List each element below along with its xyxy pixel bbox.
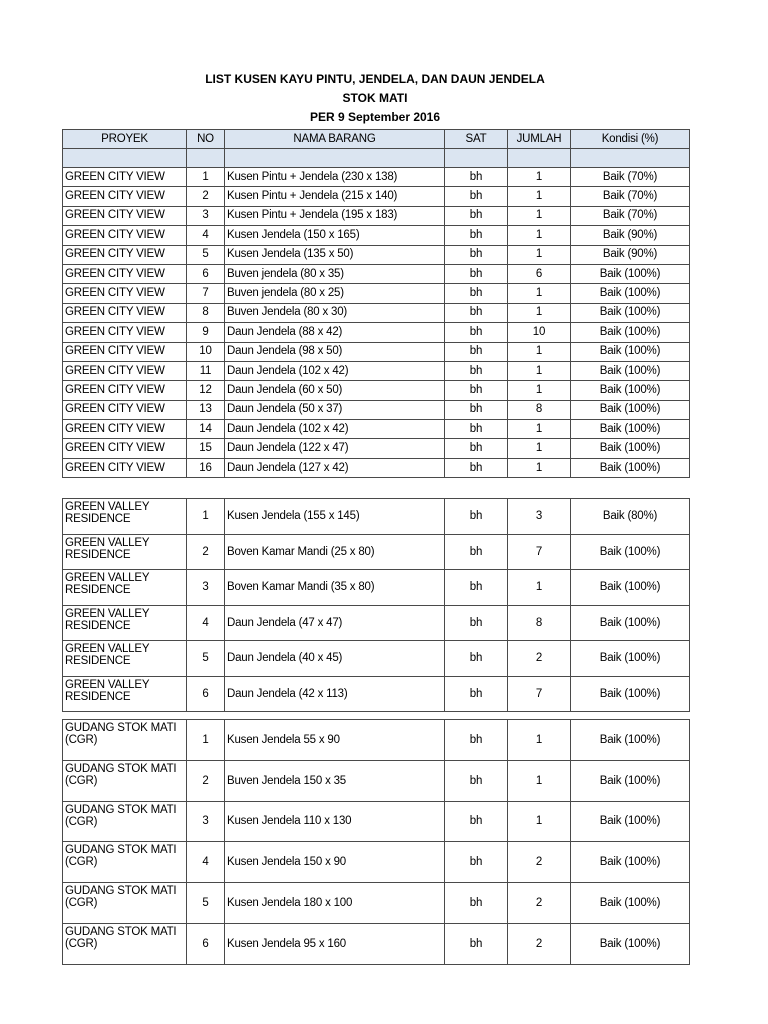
cell-no: 2 [187, 187, 225, 206]
cell-proyek: GUDANG STOK MATI (CGR) [63, 842, 187, 883]
table-row [63, 381, 690, 400]
table-row [63, 206, 690, 225]
table-row [63, 342, 690, 361]
cell-jumlah: 1 [508, 187, 571, 206]
cell-sat: bh [445, 842, 508, 883]
cell-proyek: GREEN CITY VIEW [63, 381, 187, 400]
header-nama-barang: NAMA BARANG [225, 130, 445, 149]
cell-sat: bh [445, 361, 508, 380]
cell-sat: bh [445, 720, 508, 761]
table-row [63, 420, 690, 439]
cell-kondisi: Baik (90%) [571, 245, 690, 264]
cell-nama-barang: Buven jendela (80 x 25) [225, 284, 445, 303]
cell-sat: bh [445, 303, 508, 322]
table-row [63, 883, 690, 924]
cell-jumlah: 7 [508, 534, 571, 570]
cell-no: 12 [187, 381, 225, 400]
cell-kondisi: Baik (100%) [571, 342, 690, 361]
table-row [63, 641, 690, 677]
cell-proyek: GREEN CITY VIEW [63, 226, 187, 245]
cell-sat: bh [445, 342, 508, 361]
cell-no: 4 [187, 605, 225, 641]
cell-sat: bh [445, 284, 508, 303]
cell-proyek: GREEN CITY VIEW [63, 245, 187, 264]
table-row [63, 499, 690, 535]
table-row [63, 720, 690, 761]
cell-sat: bh [445, 923, 508, 964]
cell-jumlah: 1 [508, 303, 571, 322]
cell-jumlah: 1 [508, 420, 571, 439]
cell-jumlah: 2 [508, 842, 571, 883]
cell-sat: bh [445, 400, 508, 419]
cell-nama-barang: Kusen Jendela 55 x 90 [225, 720, 445, 761]
cell-sat: bh [445, 760, 508, 801]
table-row [63, 570, 690, 606]
cell-no: 7 [187, 284, 225, 303]
cell-nama-barang: Kusen Pintu + Jendela (195 x 183) [225, 206, 445, 225]
table-row [63, 284, 690, 303]
cell-jumlah: 8 [508, 400, 571, 419]
cell-kondisi: Baik (70%) [571, 206, 690, 225]
cell-nama-barang: Kusen Pintu + Jendela (215 x 140) [225, 187, 445, 206]
cell-proyek: GREEN CITY VIEW [63, 342, 187, 361]
cell-kondisi: Baik (100%) [571, 284, 690, 303]
cell-jumlah: 8 [508, 605, 571, 641]
cell-jumlah: 1 [508, 361, 571, 380]
cell-nama-barang: Daun Jendela (122 x 47) [225, 439, 445, 458]
cell-no: 3 [187, 801, 225, 842]
cell-proyek: GREEN CITY VIEW [63, 458, 187, 477]
cell-jumlah: 1 [508, 381, 571, 400]
cell-jumlah: 1 [508, 206, 571, 225]
cell-no: 15 [187, 439, 225, 458]
cell-nama-barang: Daun Jendela (98 x 50) [225, 342, 445, 361]
cell-proyek: GUDANG STOK MATI (CGR) [63, 720, 187, 761]
cell-nama-barang: Kusen Jendela 110 x 130 [225, 801, 445, 842]
table-row [63, 187, 690, 206]
cell-sat: bh [445, 439, 508, 458]
cell-nama-barang: Daun Jendela (60 x 50) [225, 381, 445, 400]
cell-jumlah: 1 [508, 720, 571, 761]
cell-jumlah: 2 [508, 883, 571, 924]
cell-proyek: GREEN CITY VIEW [63, 168, 187, 187]
title-line-2: STOK MATI [342, 91, 408, 105]
table-row [63, 245, 690, 264]
cell-kondisi: Baik (100%) [571, 439, 690, 458]
cell-sat: bh [445, 381, 508, 400]
cell-kondisi: Baik (80%) [571, 499, 690, 535]
cell-kondisi: Baik (100%) [571, 534, 690, 570]
cell-jumlah: 10 [508, 323, 571, 342]
cell-sat: bh [445, 605, 508, 641]
cell-no: 1 [187, 720, 225, 761]
header-kondisi: Kondisi (%) [571, 130, 690, 149]
header-jumlah: JUMLAH [508, 130, 571, 149]
cell-proyek: GREEN VALLEY RESIDENCE [63, 676, 187, 712]
cell-proyek: GREEN CITY VIEW [63, 420, 187, 439]
table-row [63, 439, 690, 458]
cell-no: 2 [187, 534, 225, 570]
cell-proyek: GUDANG STOK MATI (CGR) [63, 923, 187, 964]
cell-kondisi: Baik (100%) [571, 400, 690, 419]
cell-sat: bh [445, 534, 508, 570]
cell-jumlah: 1 [508, 439, 571, 458]
title-line-3: PER 9 September 2016 [309, 110, 441, 124]
cell-sat: bh [445, 458, 508, 477]
cell-nama-barang: Daun Jendela (102 x 42) [225, 420, 445, 439]
cell-jumlah: 2 [508, 641, 571, 677]
cell-kondisi: Baik (100%) [571, 570, 690, 606]
cell-no: 6 [187, 676, 225, 712]
cell-kondisi: Baik (100%) [571, 760, 690, 801]
table-row [63, 226, 690, 245]
table-row [63, 264, 690, 283]
cell-kondisi: Baik (100%) [571, 458, 690, 477]
cell-kondisi: Baik (100%) [571, 801, 690, 842]
cell-proyek: GUDANG STOK MATI (CGR) [63, 883, 187, 924]
cell-nama-barang: Daun Jendela (88 x 42) [225, 323, 445, 342]
cell-no: 9 [187, 323, 225, 342]
cell-kondisi: Baik (100%) [571, 641, 690, 677]
cell-sat: bh [445, 226, 508, 245]
cell-nama-barang: Boven Kamar Mandi (25 x 80) [225, 534, 445, 570]
cell-proyek: GREEN CITY VIEW [63, 439, 187, 458]
cell-kondisi: Baik (70%) [571, 168, 690, 187]
cell-kondisi: Baik (90%) [571, 226, 690, 245]
inventory-table-gudang-stok-mati [62, 719, 690, 965]
cell-proyek: GREEN CITY VIEW [63, 361, 187, 380]
cell-sat: bh [445, 323, 508, 342]
cell-jumlah: 1 [508, 284, 571, 303]
cell-kondisi: Baik (100%) [571, 381, 690, 400]
cell-nama-barang: Daun Jendela (40 x 45) [225, 641, 445, 677]
cell-proyek: GREEN CITY VIEW [63, 284, 187, 303]
table-row [63, 534, 690, 570]
cell-jumlah: 1 [508, 168, 571, 187]
cell-nama-barang: Buven jendela (80 x 35) [225, 264, 445, 283]
cell-sat: bh [445, 641, 508, 677]
cell-nama-barang: Daun Jendela (50 x 37) [225, 400, 445, 419]
table-row [63, 458, 690, 477]
cell-kondisi: Baik (100%) [571, 720, 690, 761]
cell-nama-barang: Daun Jendela (127 x 42) [225, 458, 445, 477]
cell-proyek: GREEN CITY VIEW [63, 206, 187, 225]
header-sat: SAT [445, 130, 508, 149]
cell-kondisi: Baik (100%) [571, 323, 690, 342]
cell-sat: bh [445, 570, 508, 606]
cell-proyek: GREEN CITY VIEW [63, 303, 187, 322]
cell-proyek: GUDANG STOK MATI (CGR) [63, 760, 187, 801]
cell-jumlah: 1 [508, 245, 571, 264]
cell-kondisi: Baik (100%) [571, 420, 690, 439]
cell-kondisi: Baik (70%) [571, 187, 690, 206]
cell-jumlah: 1 [508, 801, 571, 842]
cell-no: 6 [187, 923, 225, 964]
cell-no: 3 [187, 570, 225, 606]
table-row [63, 400, 690, 419]
cell-proyek: GREEN VALLEY RESIDENCE [63, 605, 187, 641]
cell-sat: bh [445, 264, 508, 283]
table-row [63, 760, 690, 801]
cell-nama-barang: Boven Kamar Mandi (35 x 80) [225, 570, 445, 606]
cell-nama-barang: Buven Jendela (80 x 30) [225, 303, 445, 322]
cell-kondisi: Baik (100%) [571, 676, 690, 712]
cell-no: 10 [187, 342, 225, 361]
header-proyek: PROYEK [63, 130, 187, 149]
table-row [63, 361, 690, 380]
cell-nama-barang: Kusen Jendela 150 x 90 [225, 842, 445, 883]
cell-no: 16 [187, 458, 225, 477]
cell-nama-barang: Buven Jendela 150 x 35 [225, 760, 445, 801]
cell-proyek: GREEN CITY VIEW [63, 264, 187, 283]
cell-sat: bh [445, 420, 508, 439]
blank-header-row [63, 149, 690, 168]
cell-kondisi: Baik (100%) [571, 605, 690, 641]
table-row [63, 676, 690, 712]
cell-no: 6 [187, 264, 225, 283]
cell-nama-barang: Kusen Jendela 95 x 160 [225, 923, 445, 964]
cell-nama-barang: Kusen Pintu + Jendela (230 x 138) [225, 168, 445, 187]
cell-proyek: GREEN VALLEY RESIDENCE [63, 499, 187, 535]
cell-sat: bh [445, 883, 508, 924]
inventory-table-green-city-view [62, 129, 690, 478]
cell-sat: bh [445, 801, 508, 842]
cell-no: 3 [187, 206, 225, 225]
cell-no: 4 [187, 842, 225, 883]
cell-sat: bh [445, 187, 508, 206]
cell-kondisi: Baik (100%) [571, 842, 690, 883]
cell-jumlah: 1 [508, 570, 571, 606]
title-line-1: LIST KUSEN KAYU PINTU, JENDELA, DAN DAUN JENDELA [205, 72, 545, 86]
table-row [63, 842, 690, 883]
cell-jumlah: 1 [508, 226, 571, 245]
cell-nama-barang: Kusen Jendela (155 x 145) [225, 499, 445, 535]
table-row [63, 323, 690, 342]
table-row [63, 801, 690, 842]
cell-sat: bh [445, 499, 508, 535]
cell-nama-barang: Kusen Jendela (135 x 50) [225, 245, 445, 264]
cell-nama-barang: Daun Jendela (42 x 113) [225, 676, 445, 712]
cell-no: 5 [187, 245, 225, 264]
cell-kondisi: Baik (100%) [571, 303, 690, 322]
cell-kondisi: Baik (100%) [571, 361, 690, 380]
cell-nama-barang: Kusen Jendela (150 x 165) [225, 226, 445, 245]
table-row [63, 923, 690, 964]
cell-sat: bh [445, 245, 508, 264]
cell-no: 1 [187, 499, 225, 535]
cell-no: 13 [187, 400, 225, 419]
table-row [63, 605, 690, 641]
inventory-table-green-valley-residence [62, 498, 690, 712]
cell-proyek: GREEN CITY VIEW [63, 400, 187, 419]
header-row [63, 130, 690, 149]
cell-no: 1 [187, 168, 225, 187]
cell-jumlah: 1 [508, 458, 571, 477]
cell-proyek: GREEN VALLEY RESIDENCE [63, 641, 187, 677]
cell-jumlah: 1 [508, 760, 571, 801]
cell-proyek: GUDANG STOK MATI (CGR) [63, 801, 187, 842]
cell-nama-barang: Daun Jendela (102 x 42) [225, 361, 445, 380]
cell-jumlah: 6 [508, 264, 571, 283]
document-title [0, 70, 750, 127]
cell-nama-barang: Kusen Jendela 180 x 100 [225, 883, 445, 924]
cell-jumlah: 7 [508, 676, 571, 712]
table-row [63, 303, 690, 322]
cell-no: 14 [187, 420, 225, 439]
table-row [63, 168, 690, 187]
cell-jumlah: 3 [508, 499, 571, 535]
cell-proyek: GREEN VALLEY RESIDENCE [63, 534, 187, 570]
cell-no: 4 [187, 226, 225, 245]
cell-sat: bh [445, 206, 508, 225]
cell-kondisi: Baik (100%) [571, 923, 690, 964]
cell-kondisi: Baik (100%) [571, 883, 690, 924]
cell-proyek: GREEN VALLEY RESIDENCE [63, 570, 187, 606]
cell-jumlah: 1 [508, 342, 571, 361]
cell-kondisi: Baik (100%) [571, 264, 690, 283]
header-no: NO [187, 130, 225, 149]
cell-sat: bh [445, 676, 508, 712]
cell-sat: bh [445, 168, 508, 187]
cell-no: 2 [187, 760, 225, 801]
cell-proyek: GREEN CITY VIEW [63, 187, 187, 206]
cell-proyek: GREEN CITY VIEW [63, 323, 187, 342]
cell-no: 8 [187, 303, 225, 322]
cell-no: 5 [187, 883, 225, 924]
cell-nama-barang: Daun Jendela (47 x 47) [225, 605, 445, 641]
cell-no: 11 [187, 361, 225, 380]
cell-no: 5 [187, 641, 225, 677]
cell-jumlah: 2 [508, 923, 571, 964]
